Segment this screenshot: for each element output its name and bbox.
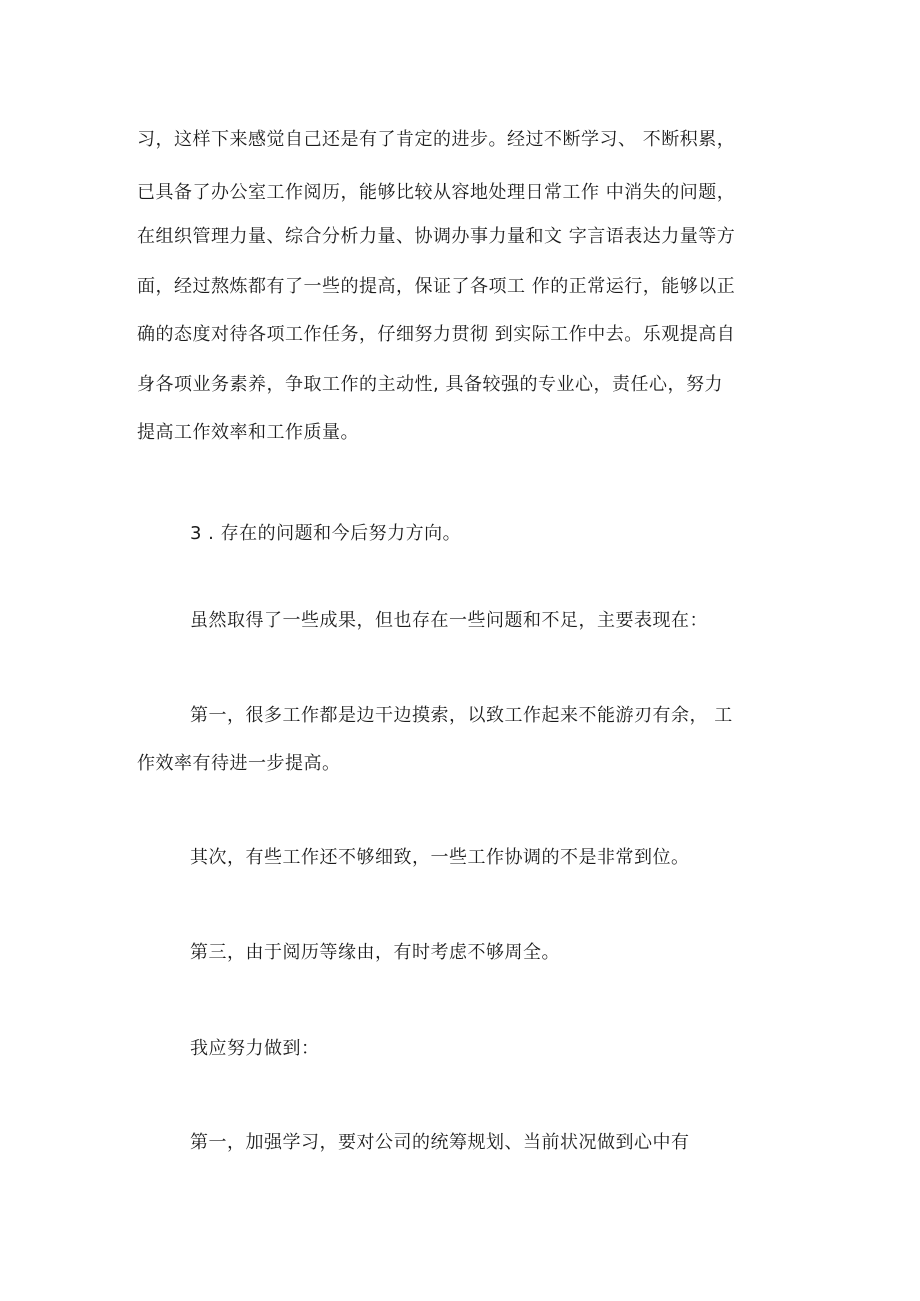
paragraph-1-line-5: 确的态度对待各项工作任务，仔细努力贯彻 到实际工作中去。乐观提高自 (137, 324, 736, 345)
paragraph-1-line-3: 在组织管理力量、综合分析力量、协调办事力量和文 字言语表达力量等方 (137, 226, 736, 247)
paragraph-1-line-6: 身各项业务素养，争取工作的主动性, 具备较强的专业心，责任心，努力 (137, 374, 723, 395)
section-heading: 3 . 存在的问题和今后努力方向。 (190, 523, 462, 544)
action-1: 第一，加强学习，要对公司的统筹规划、当前状况做到心中有 (190, 1132, 690, 1153)
problem-3: 第三，由于阅历等缘由，有时考虑不够周全。 (190, 942, 560, 963)
paragraph-1-line-2: 已具备了办公室工作阅历，能够比较从容地处理日常工作 中消失的问题， (137, 182, 736, 203)
problems-intro: 虽然取得了一些成果，但也存在一些问题和不足，主要表现在： (190, 610, 708, 631)
paragraph-1-line-7: 提高工作效率和工作质量。 (137, 422, 359, 443)
problem-1-line-1: 第一，很多工作都是边干边摸索，以致工作起来不能游刃有余， 工 (190, 705, 733, 726)
problem-2: 其次，有些工作还不够细致，一些工作协调的不是非常到位。 (190, 847, 690, 868)
problem-1-line-2: 作效率有待进一步提高。 (137, 753, 341, 774)
paragraph-1-line-4: 面，经过熬炼都有了一些的提高，保证了各项工 作的正常运行，能够以正 (137, 276, 736, 297)
should-do-heading: 我应努力做到： (190, 1038, 320, 1059)
paragraph-1-line-1: 习，这样下来感觉自己还是有了肯定的进步。经过不断学习、 不断积累， (137, 129, 736, 150)
